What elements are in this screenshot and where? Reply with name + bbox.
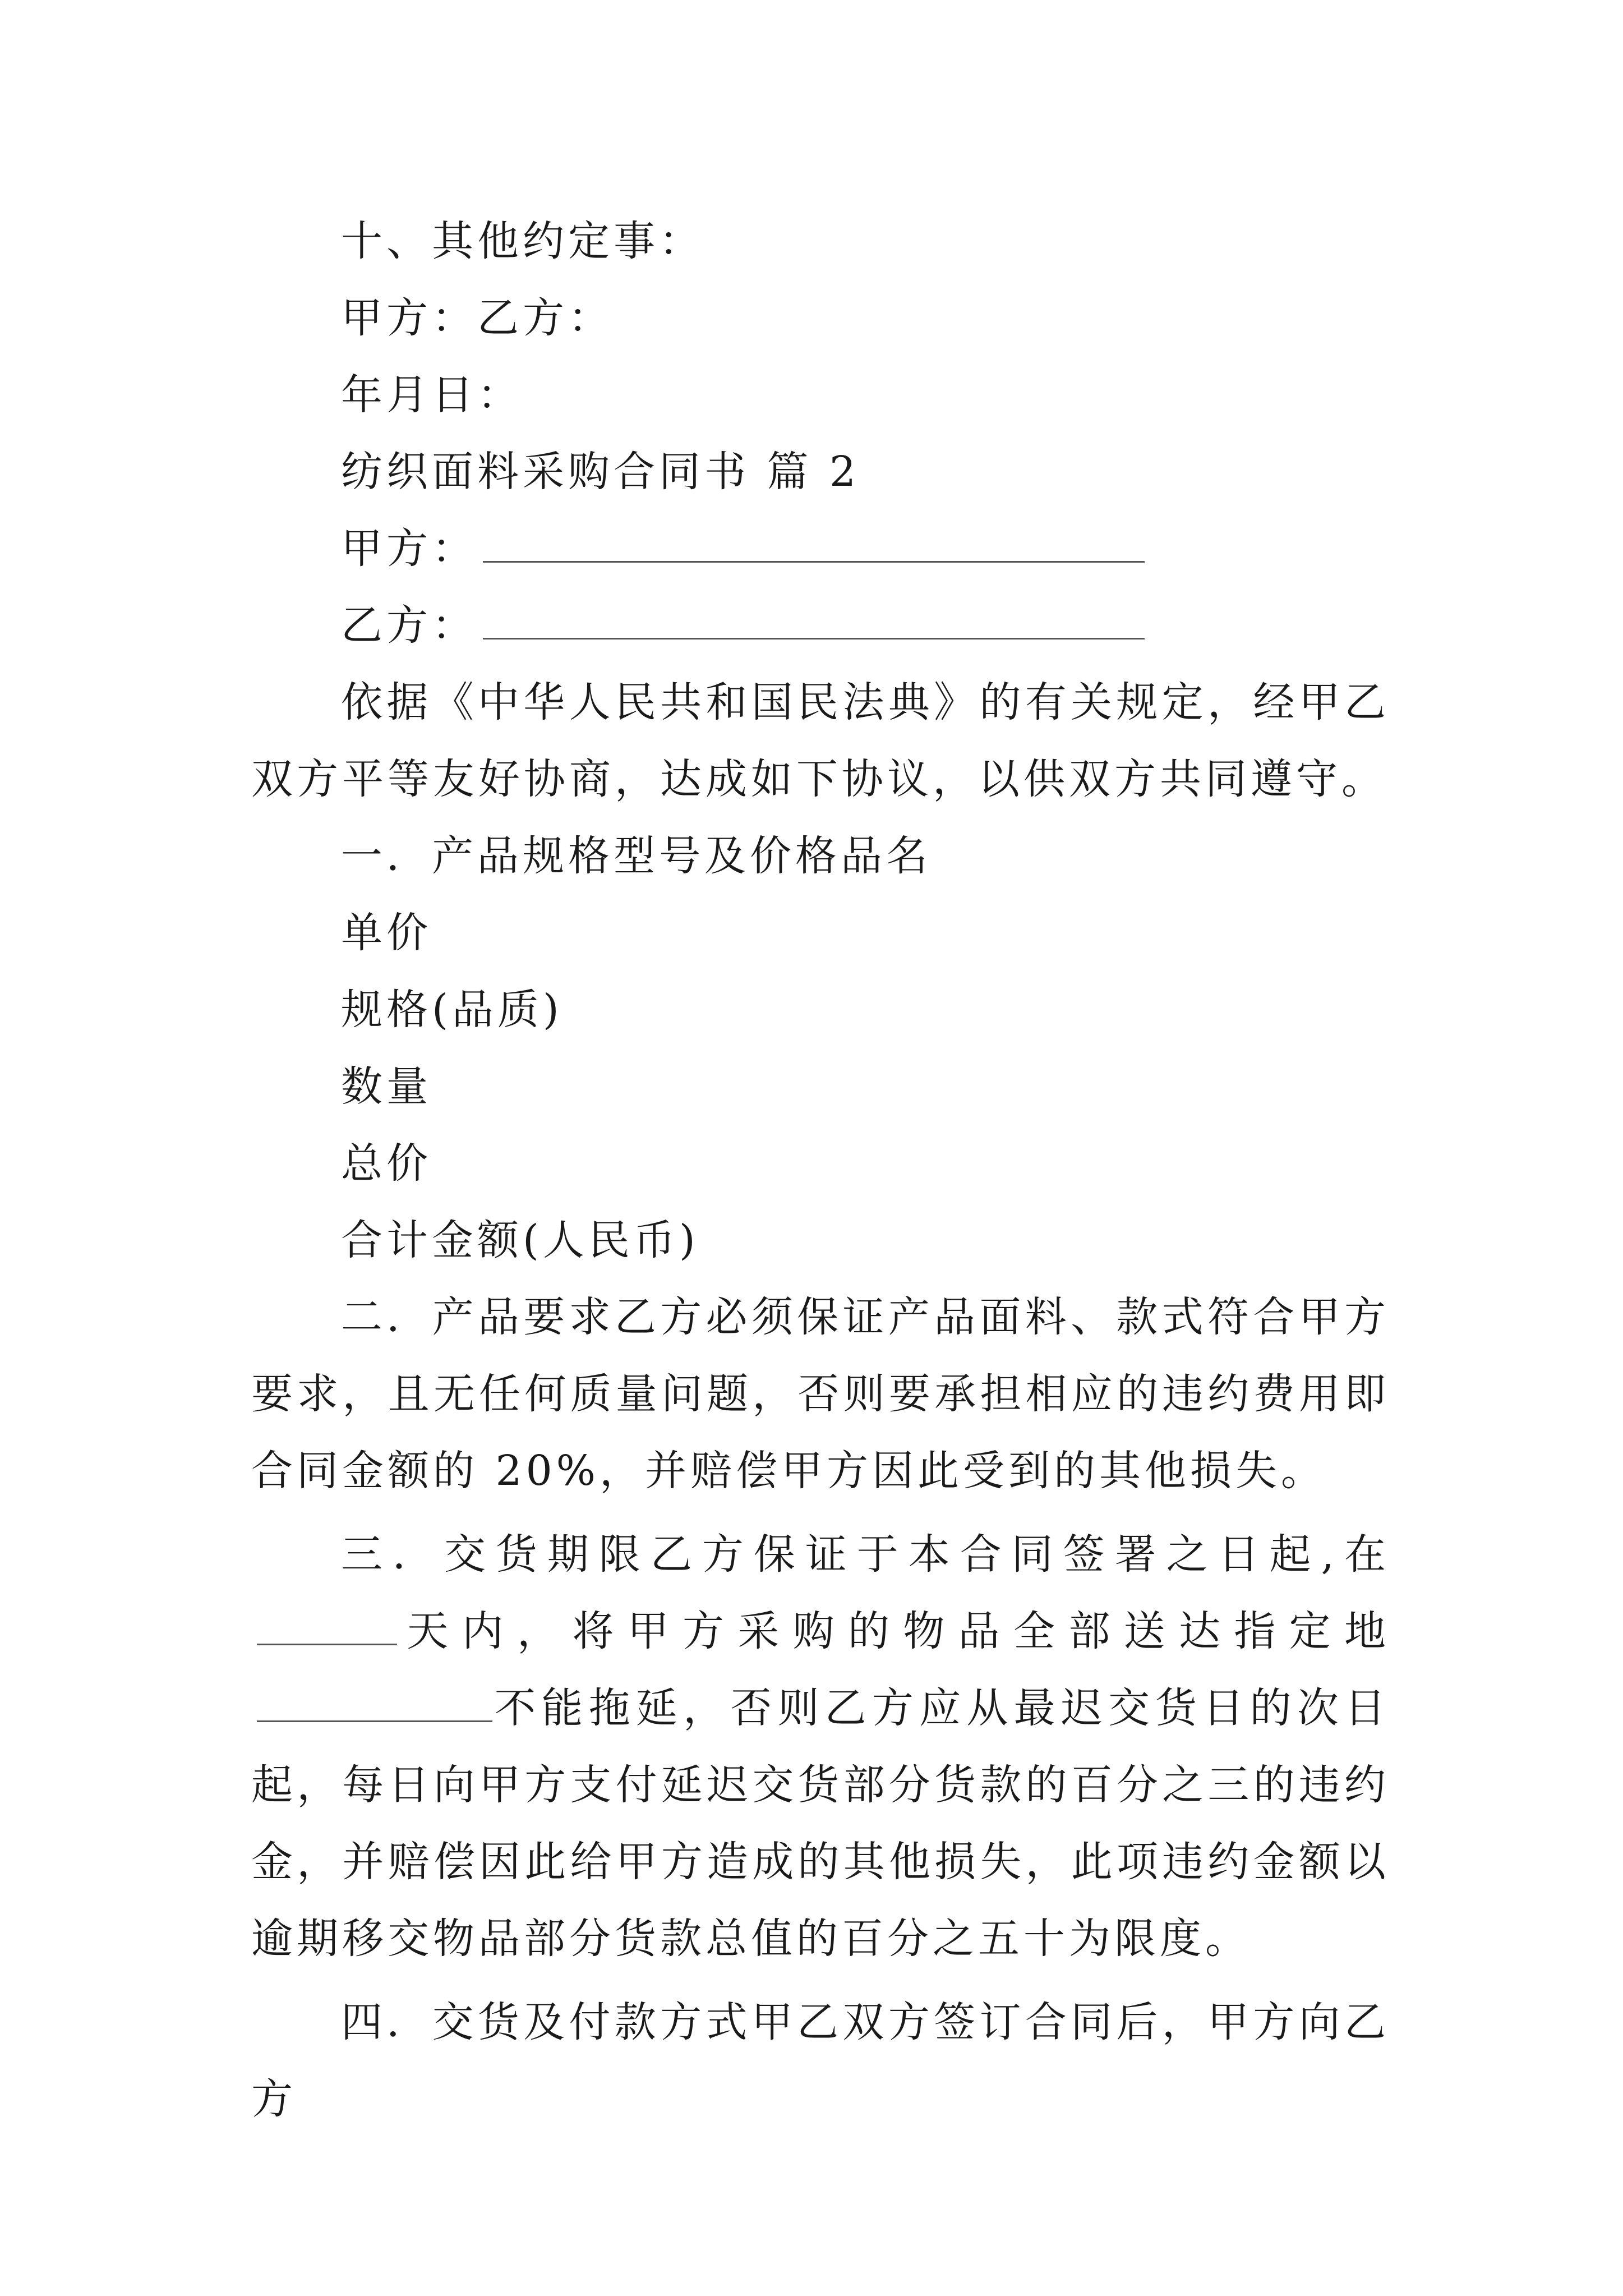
delivery-days-blank	[257, 1606, 397, 1645]
section-4-paragraph: 四．交货及付款方式甲乙双方签订合同后，甲方向乙方	[251, 1998, 1390, 2123]
party-b-blank	[483, 600, 1145, 639]
delivery-location-blank	[257, 1683, 492, 1722]
party-b-label: 乙方：	[341, 601, 477, 650]
contract-title: 纺织面料采购合同书 篇 2	[341, 448, 860, 496]
field-total-price: 总价	[341, 1139, 432, 1188]
section-1-heading: 一．产品规格型号及价格品名	[341, 832, 932, 880]
party-a-blank	[483, 523, 1145, 563]
section-2-paragraph: 二．产品要求乙方必须保证产品面料、款式符合甲方要求，且无任何质量问题，否则要承担相应的违约费用即合同金额的 20%，并赔偿甲方因此受到的其他损失。	[251, 1293, 1390, 1495]
field-unit-price: 单价	[341, 909, 432, 957]
intro-paragraph: 依据《中华人民共和国民法典》的有关规定，经甲乙双方平等友好协商，达成如下协议，以供双方共同遵守。	[251, 678, 1390, 803]
party-a-line	[251, 510, 1390, 587]
party-b-line	[251, 587, 1390, 664]
field-quantity: 数量	[341, 1062, 432, 1111]
section-3-text-3: 不能拖延，否则乙方应从最迟交货日的次日起，每日向甲方支付延迟交货部分货款的百分之三的违约金，并赔偿因此给甲方造成的其他损失，此项违约金额以逾期移交物品部分货款总值的百分之五十为限度。	[251, 1684, 1390, 1963]
document-body	[251, 203, 1390, 2138]
section-3-text-1: 三．交货期限乙方保证于本合同签署之日起,在	[341, 1530, 1390, 1579]
section-3-text-2: 天内，将甲方采购的物品全部送达指定地	[397, 1607, 1390, 1655]
signature-parties: 甲方：乙方：	[341, 294, 614, 342]
signature-date: 年月日：	[341, 371, 523, 419]
field-spec: 规格(品质)	[341, 986, 563, 1034]
party-a-label: 甲方：	[341, 524, 477, 573]
field-total-amount: 合计金额(人民币)	[341, 1216, 699, 1264]
clause-other-terms: 十、其他约定事：	[341, 217, 704, 265]
section-3-paragraph	[251, 1516, 1390, 1977]
